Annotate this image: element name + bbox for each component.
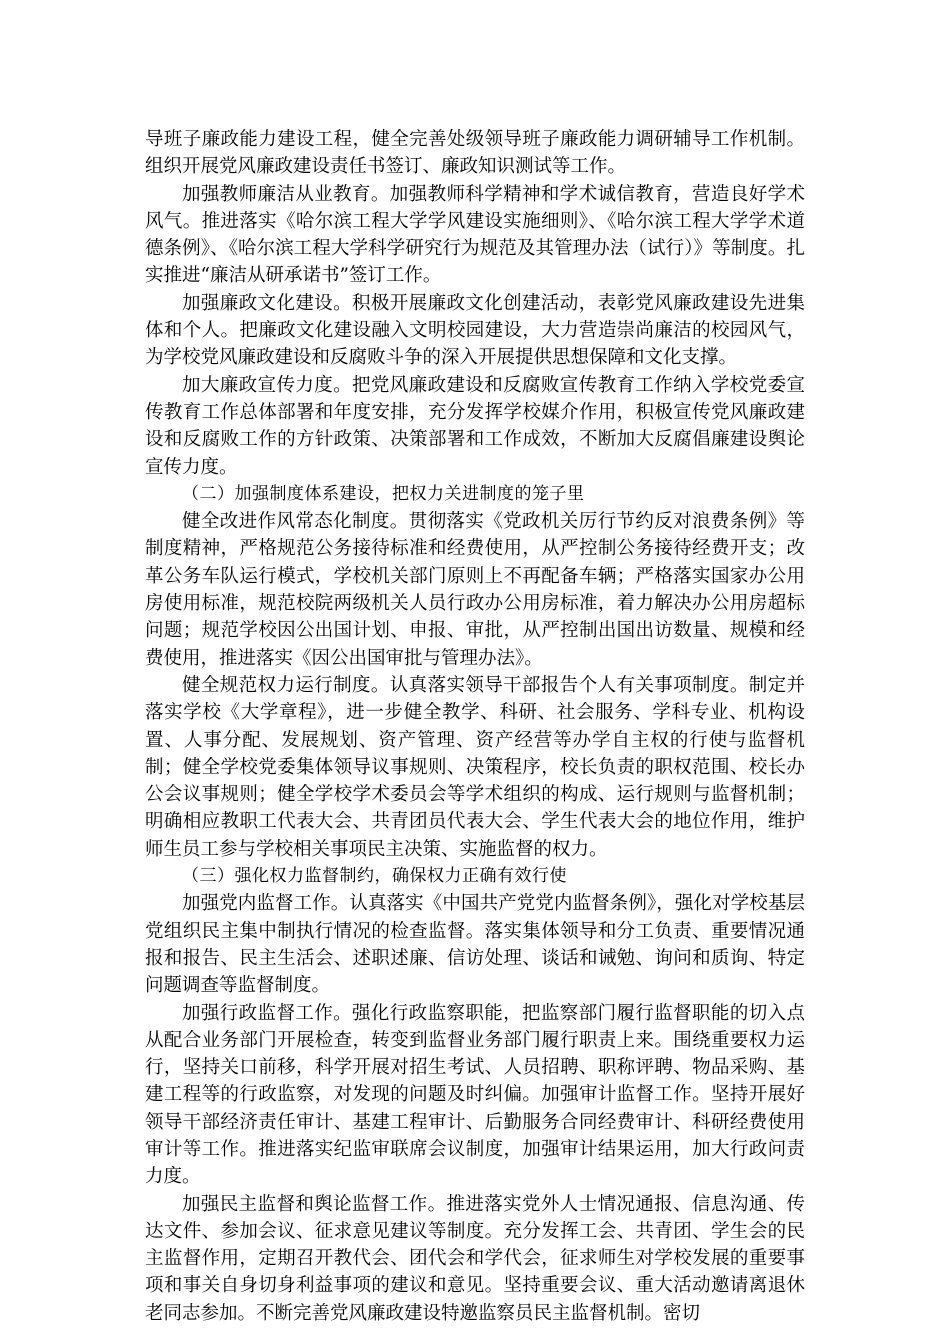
paragraph-democratic-supervision: 加强民主监督和舆论监督工作。推进落实党外人士情况通报、信息沟通、传达文件、参加会议、征求意见建议等制度。充分发挥工会、共青团、学生会的民主监督作用，定期召开教代会、团代会和学代会，征求师生对学校发展的重要事项和事关自身切身利益事项的建议和意见。坚持重要会议、重大活动邀请离退休老同志参加。不断完善党风廉政建设特邀监察员民主监督机制。密切 <box>145 1193 805 1324</box>
paragraph-integrity-culture: 加强廉政文化建设。积极开展廉政文化创建活动，表彰党风廉政建设先进集体和个人。把廉政文化建设融入文明校园建设，大力营造崇尚廉洁的校园风气，为学校党风廉政建设和反腐败斗争的深入开展提供思想保障和文化支撑。 <box>145 292 805 369</box>
paragraph-power-operation: 健全规范权力运行制度。认真落实领导干部报告个人有关事项制度。制定并落实学校《大学章程》，进一步健全教学、科研、社会服务、学科专业、机构设置、人事分配、发展规划、资产管理、资产经营等办学自主权的行使与监督机制；健全学校党委集体领导议事规则、决策程序，校长负责的职权范围、校长办公会议事规则；健全学校学术委员会等学术组织的构成、运行规则与监督机制；明确相应教职工代表大会、共青团员代表大会、学生代表大会的地位作用，维护师生员工参与学校相关事项民主决策、实施监督的权力。 <box>145 674 805 860</box>
paragraph-teacher-integrity: 加强教师廉洁从业教育。加强教师科学精神和学术诚信教育，营造良好学术风气。推进落实《哈尔滨工程大学学风建设实施细则》、《哈尔滨工程大学学术道德条例》、《哈尔滨工程大学科学研究行为规范及其管理办法（试行）》等制度。扎实推进“廉洁从研承诺书”签订工作。 <box>145 183 805 287</box>
section-heading-2: （二）加强制度体系建设，把权力关进制度的笼子里 <box>182 483 585 504</box>
document-page <box>145 126 805 1327</box>
paragraph-1: 导班子廉政能力建设工程，健全完善处级领导班子廉政能力调研辅导工作机制。组织开展党风廉政建设责任书签订、廉政知识测试等工作。 <box>145 129 805 178</box>
paragraph-publicity: 加大廉政宣传力度。把党风廉政建设和反腐败宣传教育工作纳入学校党委宣传教育工作总体部署和年度安排，充分发挥学校媒介作用，积极宣传党风廉政建设和反腐败工作的方针政策、决策部署和工作成效，不断加大反腐倡廉建设舆论宣传力度。 <box>145 374 805 478</box>
section-heading-3: （三）强化权力监督制约，确保权力正确有效行使 <box>182 866 567 887</box>
paragraph-party-supervision: 加强党内监督工作。认真落实《中国共产党党内监督条例》，强化对学校基层党组织民主集中制执行情况的检查监督。落实集体领导和分工负责、重要情况通报和报告、民主生活会、述职述廉、信访处理、谈话和诫勉、询问和质询、特定问题调查等监督制度。 <box>145 893 805 997</box>
paragraph-administrative-supervision: 加强行政监督工作。强化行政监察职能，把监察部门履行监督职能的切入点从配合业务部门开展检查，转变到监督业务部门履行职责上来。围绕重要权力运行，坚持关口前移，科学开展对招生考试、人员招聘、职称评聘、物品采购、基建工程等的行政监察，对发现的问题及时纠偏。加强审计监督工作。坚持开展好领导干部经济责任审计、基建工程审计、后勤服务合同经费审计、科研经费使用审计等工作。推进落实纪监审联席会议制度，加强审计结果运用，加大行政问责力度。 <box>145 1002 805 1188</box>
paragraph-work-style: 健全改进作风常态化制度。贯彻落实《党政机关厉行节约反对浪费条例》等制度精神，严格规范公务接待标准和经费使用，从严控制公务接待经费开支；改革公务车队运行模式，学校机关部门原则上不再配备车辆；严格落实国家办公用房使用标准，规范校院两级机关人员行政办公用房标准，着力解决办公用房超标问题；规范学校因公出国计划、申报、审批，从严控制出国出访数量、规模和经费使用，推进落实《因公出国审批与管理办法》。 <box>145 511 805 669</box>
